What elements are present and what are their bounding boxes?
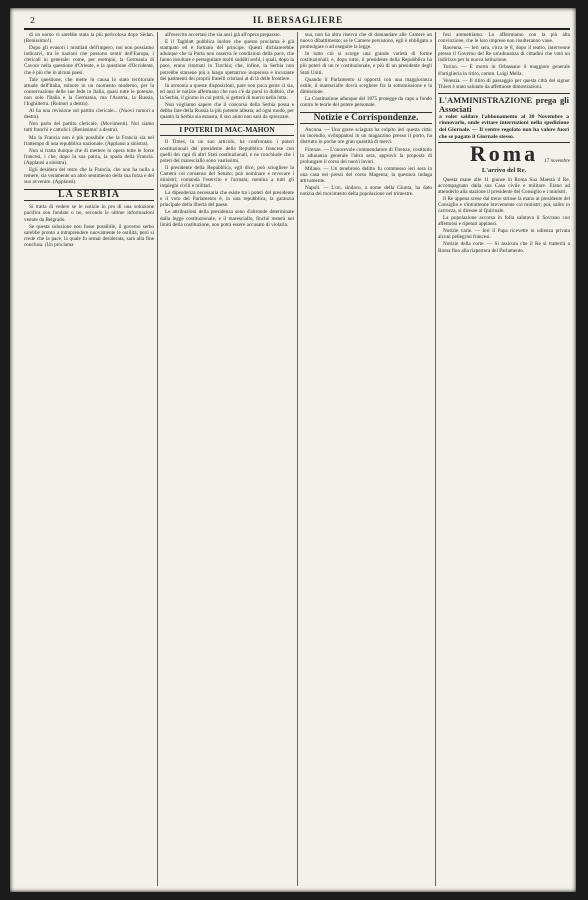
section-heading-serbia: LA SERBIA — [24, 189, 154, 201]
page-number: 2 — [30, 16, 36, 25]
column-4 — [438, 32, 570, 886]
paragraph: Quando il Parlamento si opporrà con una maggioranza ostile, il maresciallo dovrà scegliere fra la sottomissione e la dimissione. — [300, 76, 432, 95]
newspaper-page — [10, 8, 576, 892]
paragraph: Al ha una revisione sul partito clericale... (Nuovi rumori a destra). — [24, 108, 154, 121]
page-header — [30, 14, 566, 28]
paragraph: In armonia a queste disposizioni, pare non poca gente ci sia, ed anzi le notizie affermano che non c'è da porsi in dubbio, che la Serbia, il giorno in cui potrà, si getterà di nuovo nella lotta. — [160, 82, 294, 101]
paragraph: E il Tagblatt pubblica inoltre che questo proclama è già stampato ed è formato del principe. Questi dichiarerebbe adunque che la Porta non osserva le condizioni della pace, che fanno insultare e perseguitare molti sudditi serbi, i quali, dopo la pace, erano ritornati in Turchia; che, infine, la Serbia non potrebbe starsene più a lungo spettatrice inoperosa e incurante dei patimenti dei proprii fratelli cristiani al di là delle frontiere. — [160, 39, 294, 82]
column-divider — [435, 32, 436, 886]
paragraph: Il Re appena scese dal treno strinse la mano al presidente del Consiglio e s'intrattenne brevemente coi ministri; poi, salito in carrozza, si diresse al Quirinale. — [438, 195, 570, 214]
paragraph: Torino. — E morto in Orbassano il maggiore generale d'artiglieria in ritiro, comm. Luigi Mella. — [438, 64, 570, 77]
masthead-title: IL BERSAGLIERE — [252, 15, 344, 25]
paragraph: Firenze. — L'onorevole commendatore di Firenze, costituito in adunanza generale l'altra sera, approvò la proposta di prolungare il corso dei nuovi lavori. — [300, 146, 432, 165]
column-divider — [157, 32, 158, 886]
paragraph: fosi ammettiamo. Lo affermiamo con la più alta convinzione, che le loro imprese non risulteranno vane. — [438, 32, 570, 45]
subscription-notice — [438, 93, 570, 143]
paragraph: Venezia. — Il ritiro di passaggio per questa città del signor Thiers è stato salutato da affettuose dimostrazioni. — [438, 77, 570, 90]
paragraph: Egli desidera del resto che la Francia, che non ha nulla a temere, sia veramente un altro sentimento della sua forza e del suo avvenire. (Applausi). — [24, 166, 154, 186]
paragraph: sua, non ha altra riserva che di domandare alle Camere un nuovo dibattimento; se le Camere persistono, egli è obbligato a promulgare o ad eseguire la legge. — [300, 32, 432, 51]
column-1 — [24, 32, 154, 886]
paragraph: Non si tratta dunque che di mettere in opera tutte le forze francesi, i che, dopo la sua patria, la spada della Francia. (Applausi a sinistra). — [24, 147, 154, 166]
paragraph: all'esercito accertasi che sia anzi già all'opera preparato. — [165, 32, 281, 38]
paragraph: Tale questione, che mette in causa lo stato territoriale attuale dell'Italia, minore in un momento moderno, per la conservazione delle sue fede in Italia, quasi tutte le potenze, non solo l'Italia e la Germania, ma l'Austria, la Russia, l'Inghilterra. (Rumori a destra). — [24, 76, 154, 108]
column-3 — [300, 32, 432, 886]
paragraph: Milano. — Un tenebroso delitto fu commesso ieri sera in una casa nei pressi del corso Magenta; la questura indaga attivamente. — [300, 165, 432, 184]
section-heading-notizie: Notizie e Corrispondenze. — [300, 112, 432, 124]
notice-body: a voler saldare l'abbonamento al 30 Novembre a rinnovarlo, onde evitare interruzioni nella spedizione del Giornale. — Il ventre regolato non ha valore fuori che se pagato il Giornale stesso. — [439, 113, 569, 140]
paragraph: Notizie varie. — Ieri il Papa ricevette in udienza privata alcuni pellegrini francesi. — [438, 228, 570, 241]
paragraph: La dipendenza necessaria che esiste tra i poteri del presidente e il voto del Parlamento è, in una repubblica, la garanzia principale della libertà del paese. — [160, 190, 294, 209]
paragraph: Ravenna. — Ieri sera, circa le 8, dopo il teatro, intervenne presso il Governo del Re un'adunanza di cittadini che votò un indirizzo per la nuova istituzione. — [438, 45, 570, 64]
paragraph: Questa mane alle 11 giunse in Roma Sua Maestà il Re, accompagnato dalla sua Casa civile e militare. Erano ad attenderlo alla stazione il presidente del Consiglio e i ministri. — [438, 176, 570, 195]
paragraph: di un uomo vi sarebbe stata la più pericolosa dopo Sèdan. (Benissimo!). — [24, 32, 154, 45]
paragraph: Le attribuzioni della presidenza sono d'altronde determinate dalla legge costituzionale, e il maresciallo, finché resterà nei limiti della costituzione, non potrà essere accusato di violarla. — [160, 209, 294, 228]
paragraph: La popolazione accorsa in folla salutava il Sovrano con affettuosi e ripetuti applausi. — [438, 215, 570, 228]
section-heading-poteri: I POTERI DI MAC-MAHON — [160, 124, 294, 136]
paragraph: Il Times, in un suo articolo, ha confrontato i poteri costituzionali del presidente della Repubblica francese con quelli dei capi di altri Stati costituzionali, e ne conchiude che i poteri del maresciallo sono vastissimi. — [160, 139, 294, 164]
section-heading-roma: Roma — [469, 141, 539, 167]
article-subhead: L'arrivo del Re. — [481, 167, 527, 175]
header-rule — [24, 28, 570, 30]
paragraph: La Costituzione adunque del 1875 protegge da capo a fondo contro le teorie del potere personale. — [300, 95, 432, 109]
paragraph: Dopo gli evasori i mistilati dell'impero, noi non possiamo indicarvi, tra le nazioni che possono sentir dell'Europa, i clericali in generale: come, per esempio, la Germania di Cavour nella questione d'Oriente, e la questione d'Occidente, che è più che in alcuni paesi. — [24, 45, 154, 76]
paragraph: Il presidente della Repubblica, egli dice, può sciogliere la Camera col consenso del Senato; può nominare e revocare i ministri; comanda l'esercito e l'armata; nomina a tutti gli impieghi civili e militari. — [160, 164, 294, 190]
paragraph: Notizie della corte. — Si assicura che il Re si tratterrà a Roma fino alla riapertura del Parlamento. — [438, 241, 570, 254]
notice-title: L'AMMINISTRAZIONE prega gli Associati — [439, 94, 569, 114]
paragraph: Non vogliamo sapere che il concorso della Serbia possa e debba fare della Russia la più potente alleata; ad ogni modo, per quanto la Serbia sia esausta, il suo aiuto non sarà da sprezzare. — [160, 102, 294, 121]
paragraph: Ancona. — Una grave sciagura ha colpito ieri questa città: un incendio, sviluppatosi in un magazzino presso il porto, ha distrutto in poche ore gran quantità di merci. — [300, 127, 432, 146]
paragraph: Si tratta di vedere se le notizie in pro di una soluzione pacifica son fondate o no, secondo le ultime informazioni venute da Belgrado. — [24, 204, 154, 223]
column-divider — [297, 32, 298, 886]
paragraph: Se questa soluzione non fosse possibile, il governo serbo sarebbe pronto a intraprendere nuovamente le ostilità; però si crede che la pace, la quale fu ormai desiderata, sarà alla fine conclusa. (Un proclama — [24, 223, 154, 248]
paragraph: Non parlo del partito clericale. (Movimenti). Noi siamo tutti franchi e cattolici. (Benissimo! a destra). — [24, 121, 154, 134]
dateline: 17 novembre — [544, 159, 570, 165]
paragraph: Napoli. — L'on. sindaco, a nome della Giunta, ha dato notizia del movimento della popolazione nel trimestre. — [300, 185, 432, 198]
column-2 — [160, 32, 294, 886]
paragraph: Ma la Francia non è più possibile che la Francia sia nel frattempo di una repubblica nazionale. (Applausi a sinistra). — [24, 134, 154, 147]
paragraph: In tutto ciò si scorge una grande varietà di forme costituzionali; e, dopo tutto, il presidente della Repubblica ha più poteri di un re costituzionale, e più di un presidente degli Stati Uniti. — [300, 51, 432, 76]
